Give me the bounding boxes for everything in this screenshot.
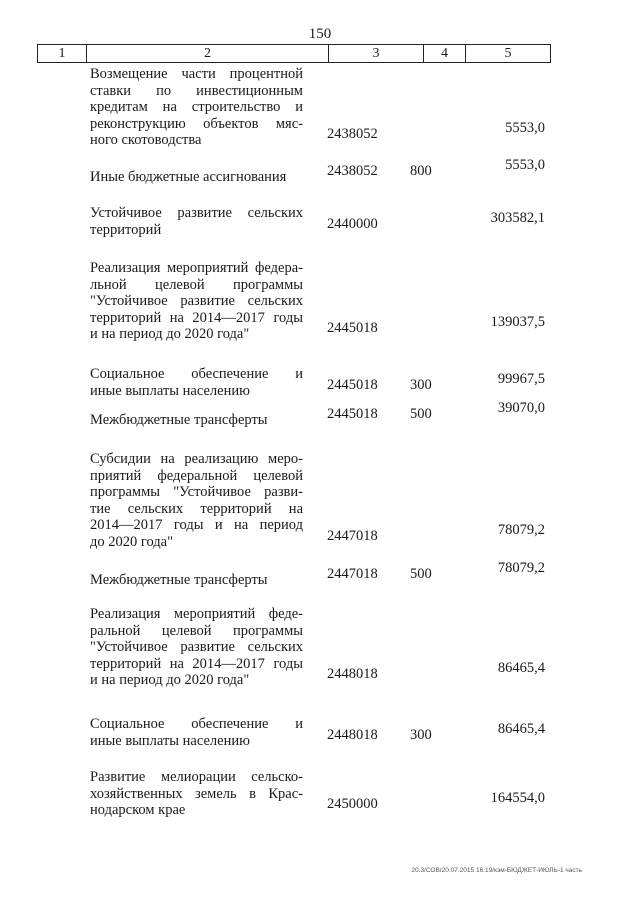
amount: 303582,1 — [490, 209, 545, 226]
row-description — [90, 260, 303, 343]
target-code: 2448018 — [327, 666, 378, 682]
header-col-4: 4 — [424, 45, 466, 62]
description-line: программы "Устойчивое разви- — [90, 484, 303, 500]
description-line: Межбюджетные трансферты — [90, 572, 268, 588]
amount: 39070,0 — [497, 400, 545, 416]
description-line: территорий на 2014—2017 годы — [90, 309, 303, 326]
description-line: приятий федеральной целевой — [90, 467, 303, 484]
description-line: льной целевой программы — [90, 276, 303, 293]
description-line: и на период до 2020 года" — [90, 672, 250, 688]
row-description — [90, 716, 303, 749]
row-description — [90, 169, 303, 186]
row-description — [90, 366, 303, 399]
description-line: тие сельских территорий на — [90, 500, 303, 517]
description-line: Устойчивое развитие сельских — [90, 205, 303, 221]
amount: 99967,5 — [497, 370, 545, 387]
description-line: "Устойчивое развитие сельских — [90, 293, 303, 309]
description-line: 2014—2017 годы и на период — [90, 517, 303, 533]
amount: 164554,0 — [490, 790, 545, 806]
description-line: Возмещение части процентной — [90, 66, 303, 82]
description-line: "Устойчивое развитие сельских — [90, 639, 303, 655]
expense-type: 300 — [410, 726, 432, 743]
target-code: 2445018 — [327, 376, 378, 393]
target-code: 2447018 — [327, 527, 378, 544]
description-line: Реализация мероприятий федера- — [90, 260, 303, 276]
description-line: Социальное обеспечение и — [90, 366, 303, 382]
target-code: 2438052 — [327, 163, 378, 179]
amount: 5553,0 — [505, 120, 545, 136]
row-description — [90, 769, 303, 819]
header-col-2: 2 — [87, 45, 329, 62]
table-header — [37, 44, 551, 63]
description-line: иные выплаты населению — [90, 732, 250, 749]
description-line: кредитам на строительство и — [90, 99, 303, 115]
description-line: Субсидии на реализацию меро- — [90, 451, 303, 467]
page-number: 150 — [308, 26, 332, 42]
description-line: и на период до 2020 года" — [90, 326, 250, 342]
expense-type: 500 — [410, 566, 432, 582]
row-description — [90, 572, 303, 589]
description-line: Межбюджетные трансферты — [90, 412, 268, 428]
expense-type: 800 — [410, 163, 432, 179]
header-col-3: 3 — [329, 45, 424, 62]
expense-type: 300 — [410, 376, 432, 393]
row-description — [90, 412, 303, 429]
description-line: реконструкцию объектов мяс- — [90, 115, 303, 132]
description-line: территорий на 2014—2017 годы — [90, 655, 303, 672]
footer-note: 20.3/СОВ/20.07.2015 16:19/кэм-БЮДЖЕТ-ИЮЛЬ-1 часть — [411, 867, 582, 874]
description-line: иные выплаты населению — [90, 382, 250, 399]
target-code: 2440000 — [327, 215, 378, 232]
target-code: 2448018 — [327, 726, 378, 743]
description-line: хозяйственных земель в Крас- — [90, 785, 303, 802]
description-line: Развитие мелиорации сельско- — [90, 769, 303, 785]
target-code: 2447018 — [327, 566, 378, 582]
description-line: Иные бюджетные ассигнования — [90, 169, 287, 185]
description-line: ральной целевой программы — [90, 622, 303, 639]
row-description — [90, 205, 303, 238]
description-line: ставки по инвестиционным — [90, 82, 303, 99]
description-line: до 2020 года" — [90, 533, 174, 550]
header-col-5: 5 — [504, 46, 512, 61]
target-code: 2445018 — [327, 406, 378, 422]
description-line: Реализация мероприятий феде- — [90, 606, 303, 622]
target-code: 2450000 — [327, 796, 378, 812]
target-code: 2438052 — [327, 126, 378, 142]
description-line: Социальное обеспечение и — [90, 716, 303, 732]
description-line: ного скотоводства — [90, 132, 202, 148]
expense-type: 500 — [410, 406, 432, 422]
amount: 86465,4 — [497, 720, 545, 737]
row-description — [90, 66, 303, 149]
amount: 86465,4 — [497, 660, 545, 676]
header-col-1: 1 — [38, 45, 87, 62]
description-line: нодарском крае — [90, 802, 186, 818]
amount: 139037,5 — [490, 314, 545, 330]
row-description — [90, 451, 303, 550]
amount: 78079,2 — [497, 521, 545, 538]
target-code: 2445018 — [327, 320, 378, 336]
amount: 5553,0 — [505, 157, 545, 173]
row-description — [90, 606, 303, 689]
description-line: территорий — [90, 221, 162, 238]
amount: 78079,2 — [497, 560, 545, 576]
